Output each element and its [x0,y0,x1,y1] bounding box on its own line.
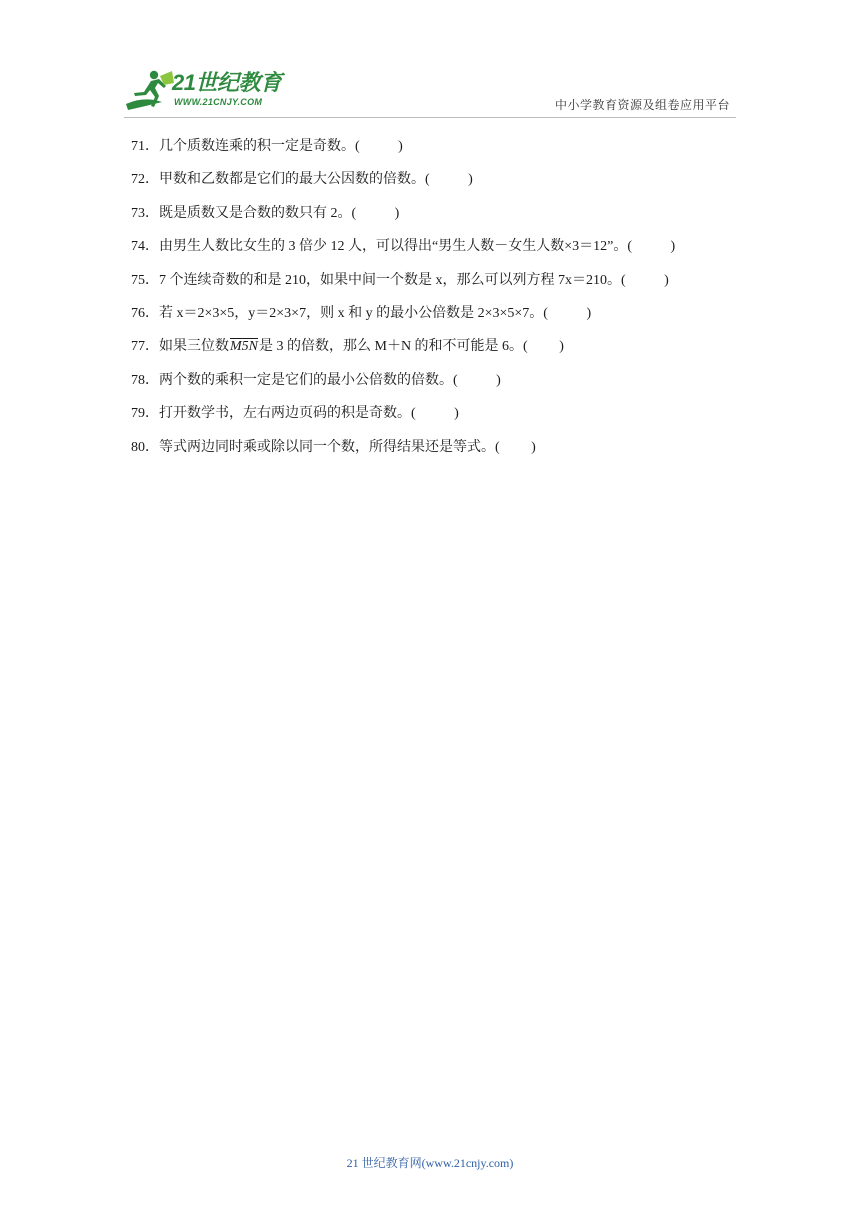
question-number: 74． [131,239,159,255]
close-paren: ) [664,272,669,288]
runner-icon [124,66,176,114]
question-number: 71． [131,139,159,154]
close-paren: ) [559,339,564,355]
question-text-before: 如果三位数 [159,339,229,355]
question-item [131,303,751,336]
logo-url: WWW.21CNJY.COM [174,97,263,107]
question-text-after: 是 3 的倍数，那么 M＋N 的和不可能是 6。( [259,339,528,355]
question-number: 78． [131,372,159,388]
question-number: 77． [131,339,159,355]
answer-blank[interactable] [626,270,665,292]
close-paren: ) [586,305,592,321]
answer-blank[interactable] [548,303,587,325]
question-item [131,437,751,470]
question-number: 73． [131,205,159,221]
question-number: 75． [131,272,159,288]
question-text: 若 x＝2×3×5，y＝2×3×7，则 x 和 y 的最小公倍数是 2×3×5×7。( [159,305,548,321]
question-item [131,336,751,369]
question-item [131,203,751,236]
header-divider [124,117,736,118]
close-paren: ) [670,239,676,255]
close-paren: ) [468,172,473,188]
question-text: 7 个连续奇数的和是 210，如果中间一个数是 x，那么可以列方程 7x＝210。( [159,272,626,288]
question-number: 76． [131,305,159,321]
site-logo[interactable] [124,66,294,116]
answer-blank[interactable] [632,236,671,258]
question-number: 72． [131,172,159,188]
question-text: 打开数学书，左右两边页码的积是奇数。( [159,406,416,422]
question-list [131,136,751,470]
header-tagline: 中小学教育资源及组卷应用平台 [554,98,730,112]
answer-blank[interactable] [360,136,399,158]
question-item [131,136,751,169]
question-text: 几个质数连乘的积一定是奇数。( [159,139,360,154]
question-text: 等式两边同时乘或除以同一个数，所得结果还是等式。( [159,439,500,455]
close-paren: ) [394,205,400,221]
answer-blank[interactable] [356,203,395,225]
question-item [131,270,751,303]
page-footer[interactable]: 21 世纪教育网(www.21cnjy.com) [346,1156,514,1170]
question-number: 79． [131,406,159,422]
close-paren: ) [496,372,501,388]
question-number: 80． [131,439,159,455]
question-text: 既是质数又是合数的数只有 2。( [159,205,357,221]
answer-blank[interactable] [500,437,532,459]
answer-blank[interactable] [416,403,455,425]
question-text: 由男生人数比女生的 3 倍少 12 人，可以得出“男生人数－女生人数×3＝12”。( [159,239,632,255]
close-paren: ) [531,439,536,455]
answer-blank[interactable] [528,336,560,358]
answer-blank[interactable] [430,169,469,191]
logo-lettering: 21世纪教育 [172,70,282,95]
question-item [131,169,751,202]
question-item [131,403,751,436]
overlined-number: M5N [230,339,258,355]
question-item [131,236,751,269]
answer-blank[interactable] [458,370,497,392]
question-item [131,370,751,403]
question-text: 甲数和乙数都是它们的最大公因数的倍数。( [159,172,430,188]
question-text: 两个数的乘积一定是它们的最小公倍数的倍数。( [159,372,458,388]
close-paren: ) [454,406,459,422]
page-header [0,0,860,120]
close-paren: ) [398,139,403,154]
